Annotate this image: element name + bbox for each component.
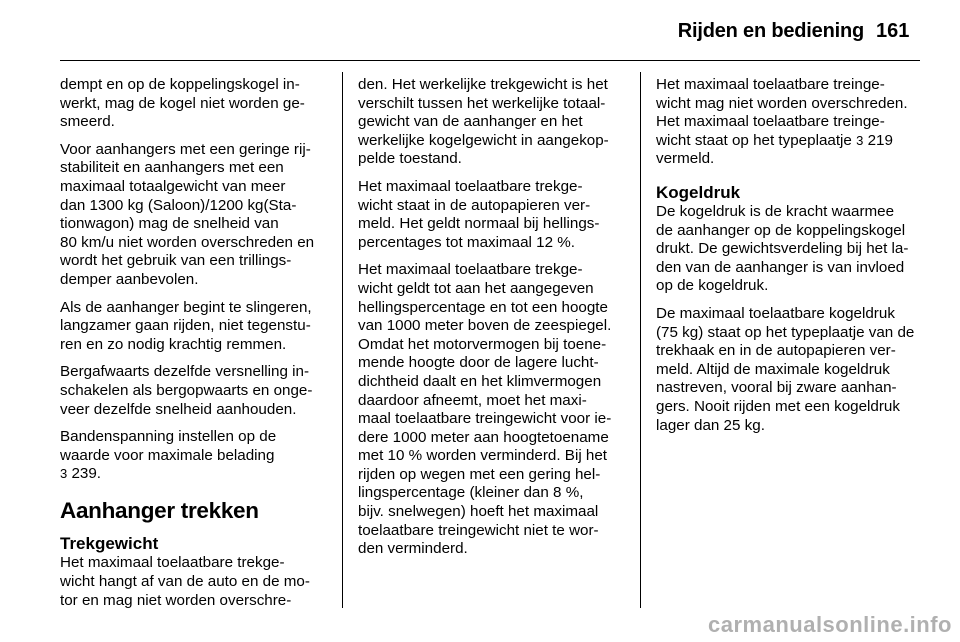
page-reference[interactable]: 239. bbox=[71, 465, 102, 483]
text-line: rijden op wegen met een gering hel- bbox=[358, 465, 601, 483]
column-divider-1 bbox=[342, 72, 343, 608]
paragraph bbox=[60, 299, 330, 355]
text-line: van 1000 meter boven de zeespiegel. bbox=[358, 317, 612, 335]
text-line: veer dezelfde snelheid aanhouden. bbox=[60, 400, 297, 418]
reference-line bbox=[60, 465, 330, 484]
text-line: de aanhanger op de koppelingskogel bbox=[656, 221, 906, 239]
text-line: verschilt tussen het werkelijke totaal- bbox=[358, 94, 606, 112]
text-line: drukt. De gewichtsverdeling bij het la- bbox=[656, 240, 909, 258]
text-line: maximaal totaalgewicht van meer bbox=[60, 177, 286, 195]
paragraph-lines bbox=[60, 428, 330, 465]
text-line: werkelijke kogelgewicht in aangekop- bbox=[358, 131, 609, 149]
text-line: dempt en op de koppelingskogel in- bbox=[60, 76, 300, 93]
text-line: wicht hangt af van de auto en de mo- bbox=[60, 573, 310, 591]
text-line: stabiliteit en aanhangers met een bbox=[60, 159, 284, 177]
text-line: werkt, mag de kogel niet worden ge- bbox=[60, 94, 305, 112]
text-line: hellingspercentage en tot een hoogte bbox=[358, 298, 608, 316]
reference-arrow-icon[interactable]: 3 bbox=[60, 466, 68, 482]
text-line: trekhaak en in de autopapieren ver- bbox=[656, 342, 896, 360]
paragraph bbox=[656, 76, 922, 169]
watermark: carmanualsonline.info bbox=[708, 612, 952, 637]
text-line: maal toelaatbare treingewicht voor ie- bbox=[358, 410, 612, 428]
paragraph bbox=[358, 261, 626, 559]
text-line: Het maximaal toelaatbare trekge- bbox=[358, 261, 583, 279]
text-line: Voor aanhangers met een geringe rij- bbox=[60, 140, 311, 158]
text-line: bijv. snelwegen) hoeft het maximaal bbox=[358, 503, 599, 521]
paragraph bbox=[358, 178, 626, 252]
text-line: (75 kg) staat op het typeplaatje van de bbox=[656, 323, 915, 341]
text-line: tor en mag niet worden overschre- bbox=[60, 591, 292, 609]
text-line: langzamer gaan rijden, niet tegenstu- bbox=[60, 317, 311, 335]
section-heading: Aanhanger trekken bbox=[60, 497, 259, 523]
paragraph bbox=[60, 428, 330, 484]
text-line: nastreven, vooral bij zware aanhan- bbox=[656, 379, 897, 397]
text-line: mende hoogte door de lagere lucht- bbox=[358, 354, 599, 372]
text-line: ren en zo nodig krachtig remmen. bbox=[60, 335, 287, 353]
column-divider-2 bbox=[640, 72, 641, 608]
text-line: De kogeldruk is de kracht waarmee bbox=[656, 202, 895, 220]
text-line: dichtheid daalt en het klimvermogen bbox=[358, 372, 602, 390]
paragraph-lines bbox=[656, 76, 922, 132]
reference-arrow-icon[interactable]: 3 bbox=[856, 132, 864, 148]
text-line: met 10 % worden verminderd. Bij het bbox=[358, 447, 608, 465]
text-line: dere 1000 meter aan hoogtetoename bbox=[358, 428, 609, 446]
reference-line bbox=[656, 132, 922, 151]
page-reference[interactable]: 219 bbox=[867, 131, 893, 149]
text-line: De maximaal toelaatbare kogeldruk bbox=[656, 304, 895, 322]
text-line: wicht staat in de autopapieren ver- bbox=[358, 196, 591, 214]
text-column-2 bbox=[358, 76, 626, 568]
paragraph bbox=[60, 363, 330, 419]
text-line: 80 km/u niet worden overschreden en bbox=[60, 233, 315, 251]
text-line: meld. Het geldt normaal bij hellings- bbox=[358, 215, 600, 233]
text-line: lingspercentage (kleiner dan 8 %, bbox=[358, 484, 584, 502]
text-column-3 bbox=[656, 76, 922, 444]
subsection-heading: Kogeldruk bbox=[656, 182, 741, 202]
text-line: den van de aanhanger is van invloed bbox=[656, 258, 905, 276]
text-line: wicht geldt tot aan het aangegeven bbox=[358, 279, 594, 297]
text-line: Bandenspanning instellen op de bbox=[60, 428, 277, 446]
text-line: Het maximaal toelaatbare treinge- bbox=[656, 113, 885, 131]
text-line: wicht mag niet worden overschreden. bbox=[656, 94, 908, 112]
subsection-heading: Trekgewicht bbox=[60, 534, 159, 554]
page-number: 161 bbox=[876, 20, 910, 42]
paragraph bbox=[358, 76, 626, 169]
text-line: demper aanbevolen. bbox=[60, 270, 199, 288]
paragraph bbox=[656, 203, 922, 296]
text-line: wordt het gebruik van een trillings- bbox=[60, 252, 292, 270]
paragraph bbox=[60, 141, 330, 290]
text-line: daardoor afneemt, moet het maxi- bbox=[358, 391, 587, 409]
text-line: den. Het werkelijke trekgewicht is het bbox=[358, 76, 608, 93]
page-header-title: Rijden en bediening bbox=[677, 20, 864, 42]
text-line: Het maximaal toelaatbare trekge- bbox=[60, 554, 285, 572]
text-line: Het maximaal toelaatbare trekge- bbox=[358, 177, 583, 195]
text-line: gewicht van de aanhanger en het bbox=[358, 113, 583, 131]
text-line: gers. Nooit rijden met een kogeldruk bbox=[656, 397, 900, 415]
text-line: tionwagon) mag de snelheid van bbox=[60, 215, 279, 233]
line-text: wicht staat op het typeplaatje bbox=[656, 131, 852, 149]
text-line: Als de aanhanger begint te slingeren, bbox=[60, 298, 312, 316]
line-text: vermeld. bbox=[656, 150, 715, 168]
paragraph bbox=[60, 554, 330, 610]
text-line: Het maximaal toelaatbare treinge- bbox=[656, 76, 885, 93]
header-rule bbox=[60, 60, 920, 61]
text-line: smeerd. bbox=[60, 113, 115, 131]
text-line: schakelen als bergopwaarts en onge- bbox=[60, 381, 313, 399]
text-line: op de kogeldruk. bbox=[656, 277, 769, 295]
text-line: toelaatbare treingewicht niet te wor- bbox=[358, 521, 599, 539]
text-line: percentages tot maximaal 12 %. bbox=[358, 233, 575, 251]
text-line: meld. Altijd de maximale kogeldruk bbox=[656, 360, 890, 378]
text-line: dan 1300 kg (Saloon)/1200 kg(Sta- bbox=[60, 196, 297, 214]
text-line: Bergafwaarts dezelfde versnelling in- bbox=[60, 363, 310, 381]
text-column-1 bbox=[60, 76, 330, 619]
paragraph bbox=[656, 305, 922, 435]
text-line: den verminderd. bbox=[358, 540, 468, 558]
text-line: waarde voor maximale belading bbox=[60, 446, 275, 464]
text-line: pelde toestand. bbox=[358, 150, 462, 168]
text-line: lager dan 25 kg. bbox=[656, 416, 765, 434]
paragraph bbox=[60, 76, 330, 132]
text-line: Omdat het motorvermogen bij toene- bbox=[358, 335, 607, 353]
